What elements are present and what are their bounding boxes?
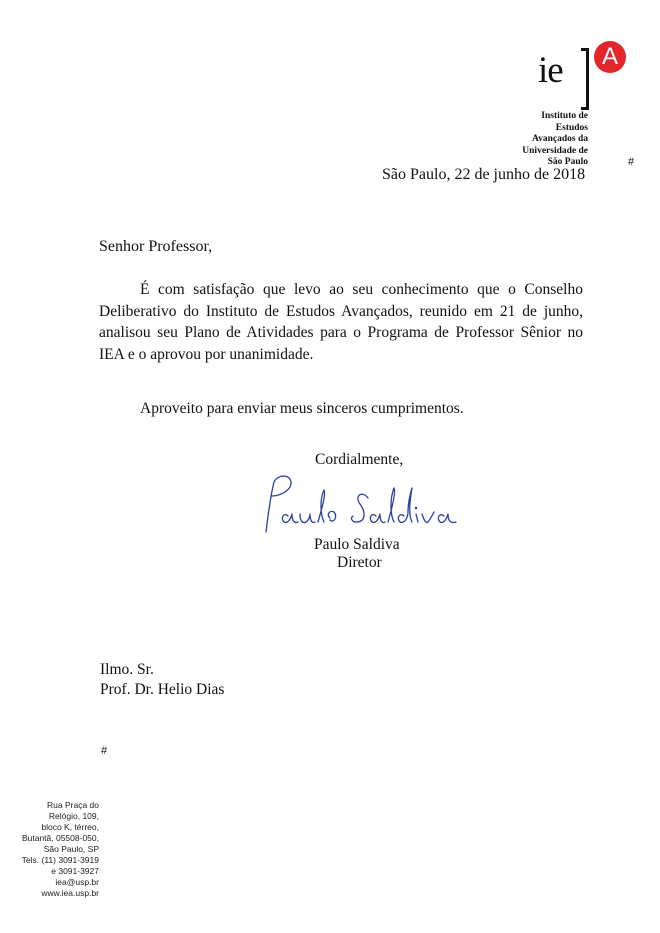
footer-line: bloco K, térreo, <box>41 822 99 832</box>
hash-mark-bottom: # <box>101 745 108 757</box>
footer-line: Rua Praça do <box>47 800 99 810</box>
logo-ie-text: ie <box>538 50 563 91</box>
recipient-block <box>100 660 224 700</box>
signer-name: Paulo Saldiva <box>314 536 400 553</box>
salutation: Senhor Professor, <box>99 238 213 255</box>
footer-line: e 3091-3927 <box>51 866 99 876</box>
institute-line: Estudos <box>555 122 588 133</box>
institute-line: Instituto de <box>541 111 588 121</box>
letter-date: São Paulo, 22 de junho de 2018 <box>382 166 586 183</box>
footer-line: www.iea.usp.br <box>41 888 99 898</box>
logo-a-badge: A <box>594 41 626 73</box>
institute-line: Universidade de <box>522 145 588 156</box>
logo-bracket <box>581 48 589 110</box>
footer-line: iea@usp.br <box>55 877 99 887</box>
footer-address <box>22 800 99 899</box>
signer-title: Diretor <box>337 554 382 571</box>
recipient-line-2: Prof. Dr. Helio Dias <box>100 681 225 698</box>
footer-line: Butantã, 05508-050, <box>21 833 99 843</box>
body-paragraph-2 <box>99 400 464 418</box>
institute-line: Avançados da <box>531 134 588 144</box>
footer-line: São Paulo, SP <box>43 844 99 854</box>
institute-line: São Paulo <box>547 157 588 167</box>
footer-line: Relógio, 109, <box>48 811 99 821</box>
institute-name <box>522 111 588 169</box>
body-paragraph <box>99 279 583 365</box>
recipient-line-1: Ilmo. Sr. <box>100 661 154 678</box>
body-text-2: Aproveito para enviar meus sinceros cumprimentos. <box>140 400 464 417</box>
signature <box>258 468 478 538</box>
hash-mark-top: # <box>628 156 635 168</box>
closing: Cordialmente, <box>315 451 404 468</box>
footer-line: Tels. (11) 3091-3919 <box>21 855 99 865</box>
body-text: É com satisfação que levo ao seu conhecimento que o Conselho Deliberativo do Instituto de Estudos Avançados, reunido em 21 de junho, analisou seu Plano de Atividades para o Programa de Professor Sênior no IEA e o aprovou por unanimidade. <box>99 281 583 363</box>
